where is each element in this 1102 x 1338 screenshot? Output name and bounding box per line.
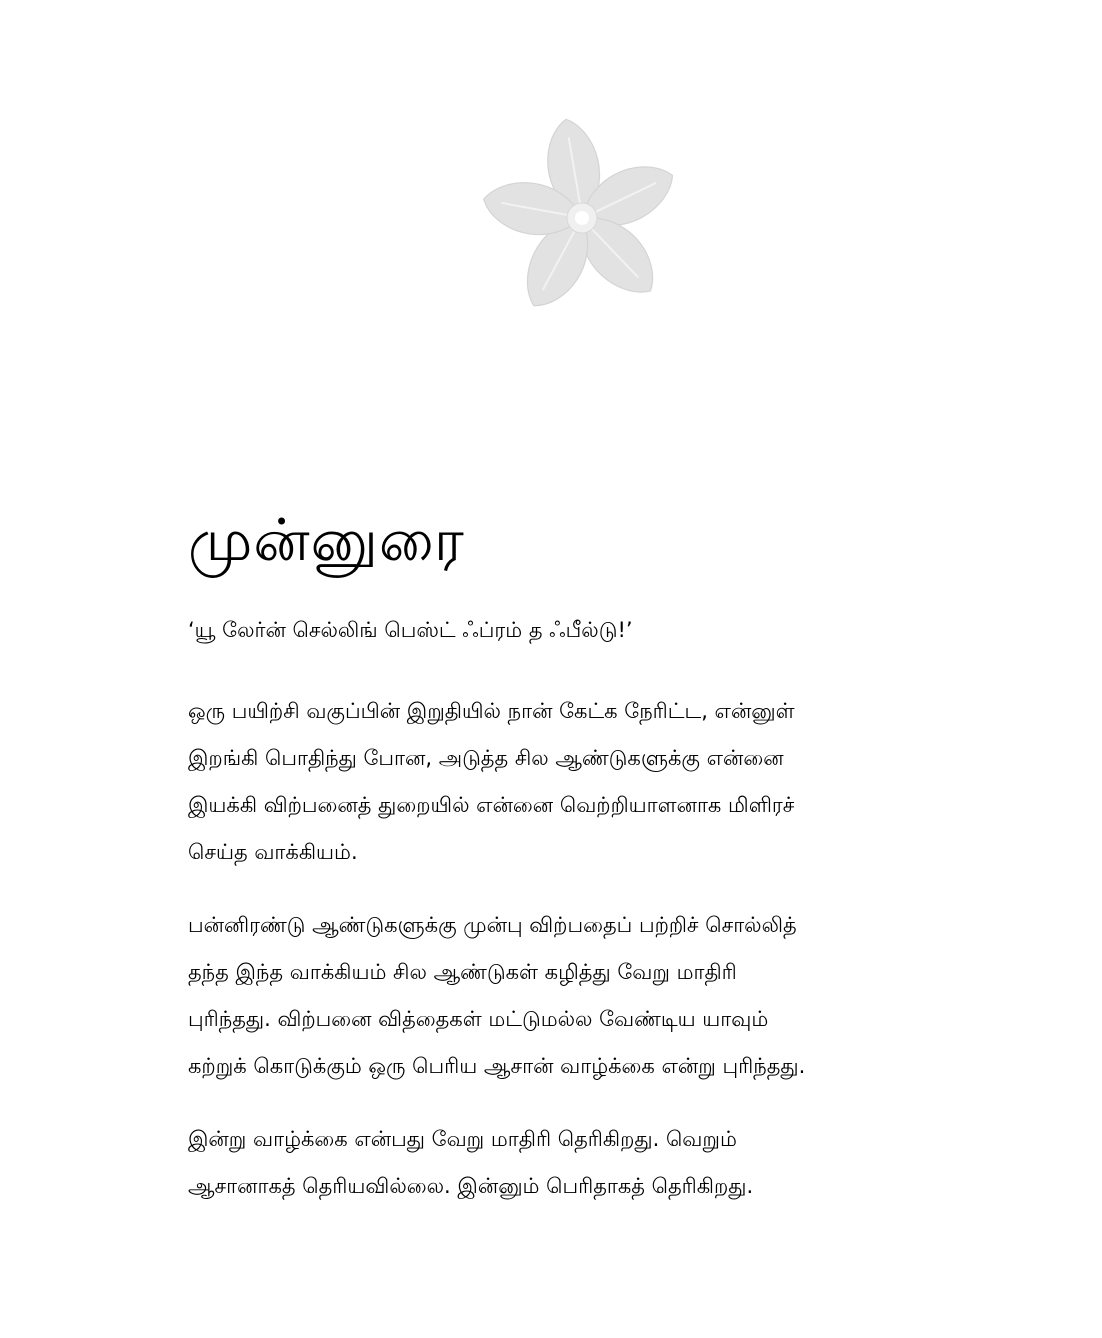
text-line: இன்று வாழ்க்கை என்பது வேறு மாதிரி தெரிகிறது. வெறும் (188, 1127, 737, 1151)
paragraph (188, 1116, 978, 1210)
text-line: கற்றுக் கொடுக்கும் ஒரு பெரிய ஆசான் வாழ்க்கை என்று புரிந்தது. (188, 1054, 806, 1078)
paragraph (188, 902, 978, 1090)
body-text (188, 606, 978, 1236)
text-line: புரிந்தது. விற்பனை வித்தைகள் மட்டுமல்ல வேண்டிய யாவும் (188, 1007, 769, 1031)
page-title: முன்னுரை (188, 506, 465, 574)
text-line: ஆசானாகத் தெரியவில்லை. இன்னும் பெரிதாகத் தெரிகிறது. (188, 1174, 754, 1198)
text-line: இயக்கி விற்பனைத் துறையில் என்னை வெற்றியாளனாக மிளிரச் (188, 793, 795, 817)
paragraph (188, 688, 978, 876)
opening-quote: ‘யூ லேர்ன் செல்லிங் பெஸ்ட் ஃப்ரம் த ஃபீல்டு!’ (188, 618, 633, 642)
text-line: செய்த வாக்கியம். (188, 840, 358, 864)
text-line: தந்த இந்த வாக்கியம் சில ஆண்டுகள் கழித்து வேறு மாதிரி (188, 960, 737, 984)
text-line: இறங்கி பொதிந்து போன, அடுத்த சில ஆண்டுகளுக்கு என்னை (188, 746, 784, 770)
text-line: பன்னிரண்டு ஆண்டுகளுக்கு முன்பு விற்பதைப் பற்றிச் சொல்லித் (188, 913, 797, 937)
text-line: ஒரு பயிற்சி வகுப்பின் இறுதியில் நான் கேட்க நேரிட்ட, என்னுள் (188, 699, 795, 723)
flower-icon (474, 112, 690, 324)
